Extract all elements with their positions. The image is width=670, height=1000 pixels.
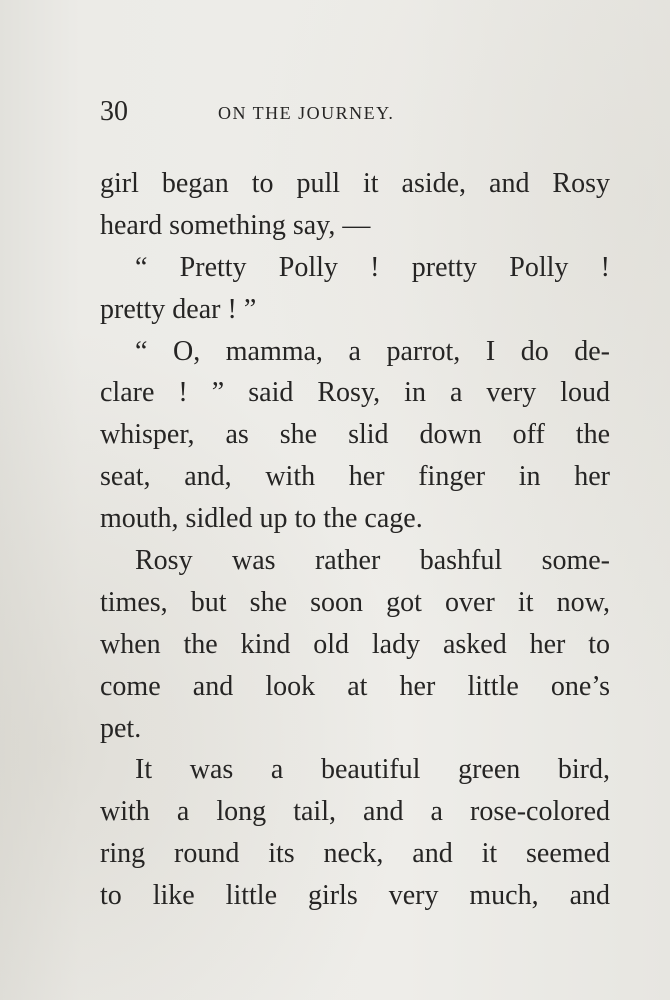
running-head: ON THE JOURNEY. (218, 103, 395, 123)
text-line-12: when the kind old lady asked her to (100, 628, 610, 660)
text-line-7: whisper, as she slid down off the (100, 419, 610, 451)
page-header (100, 94, 520, 134)
text-line-8: seat, and, with her finger in her (100, 461, 610, 493)
text-line-11: times, but she soon got over it now, (100, 586, 610, 618)
text-line-3: “ Pretty Polly ! pretty Polly ! (135, 251, 610, 283)
text-line-16: with a long tail, and a rose-colored (100, 796, 610, 828)
text-line-15: It was a beautiful green bird, (135, 754, 610, 786)
page-number: 30 (100, 96, 128, 127)
text-line-4: pretty dear ! ” (100, 293, 257, 325)
body-text (100, 163, 610, 917)
text-line-5: “ O, mamma, a parrot, I do de- (135, 335, 610, 367)
text-line-9: mouth, sidled up to the cage. (100, 503, 423, 535)
text-line-2: heard something say, — (100, 209, 371, 241)
text-line-10: Rosy was rather bashful some- (135, 545, 610, 577)
text-line-18: to like little girls very much, and (100, 880, 610, 912)
text-line-1: girl began to pull it aside, and Rosy (100, 168, 610, 199)
text-line-14: pet. (100, 712, 142, 744)
text-line-6: clare ! ” said Rosy, in a very loud (100, 377, 610, 409)
text-line-17: ring round its neck, and it seemed (100, 838, 610, 870)
text-line-13: come and look at her little one’s (100, 670, 610, 702)
